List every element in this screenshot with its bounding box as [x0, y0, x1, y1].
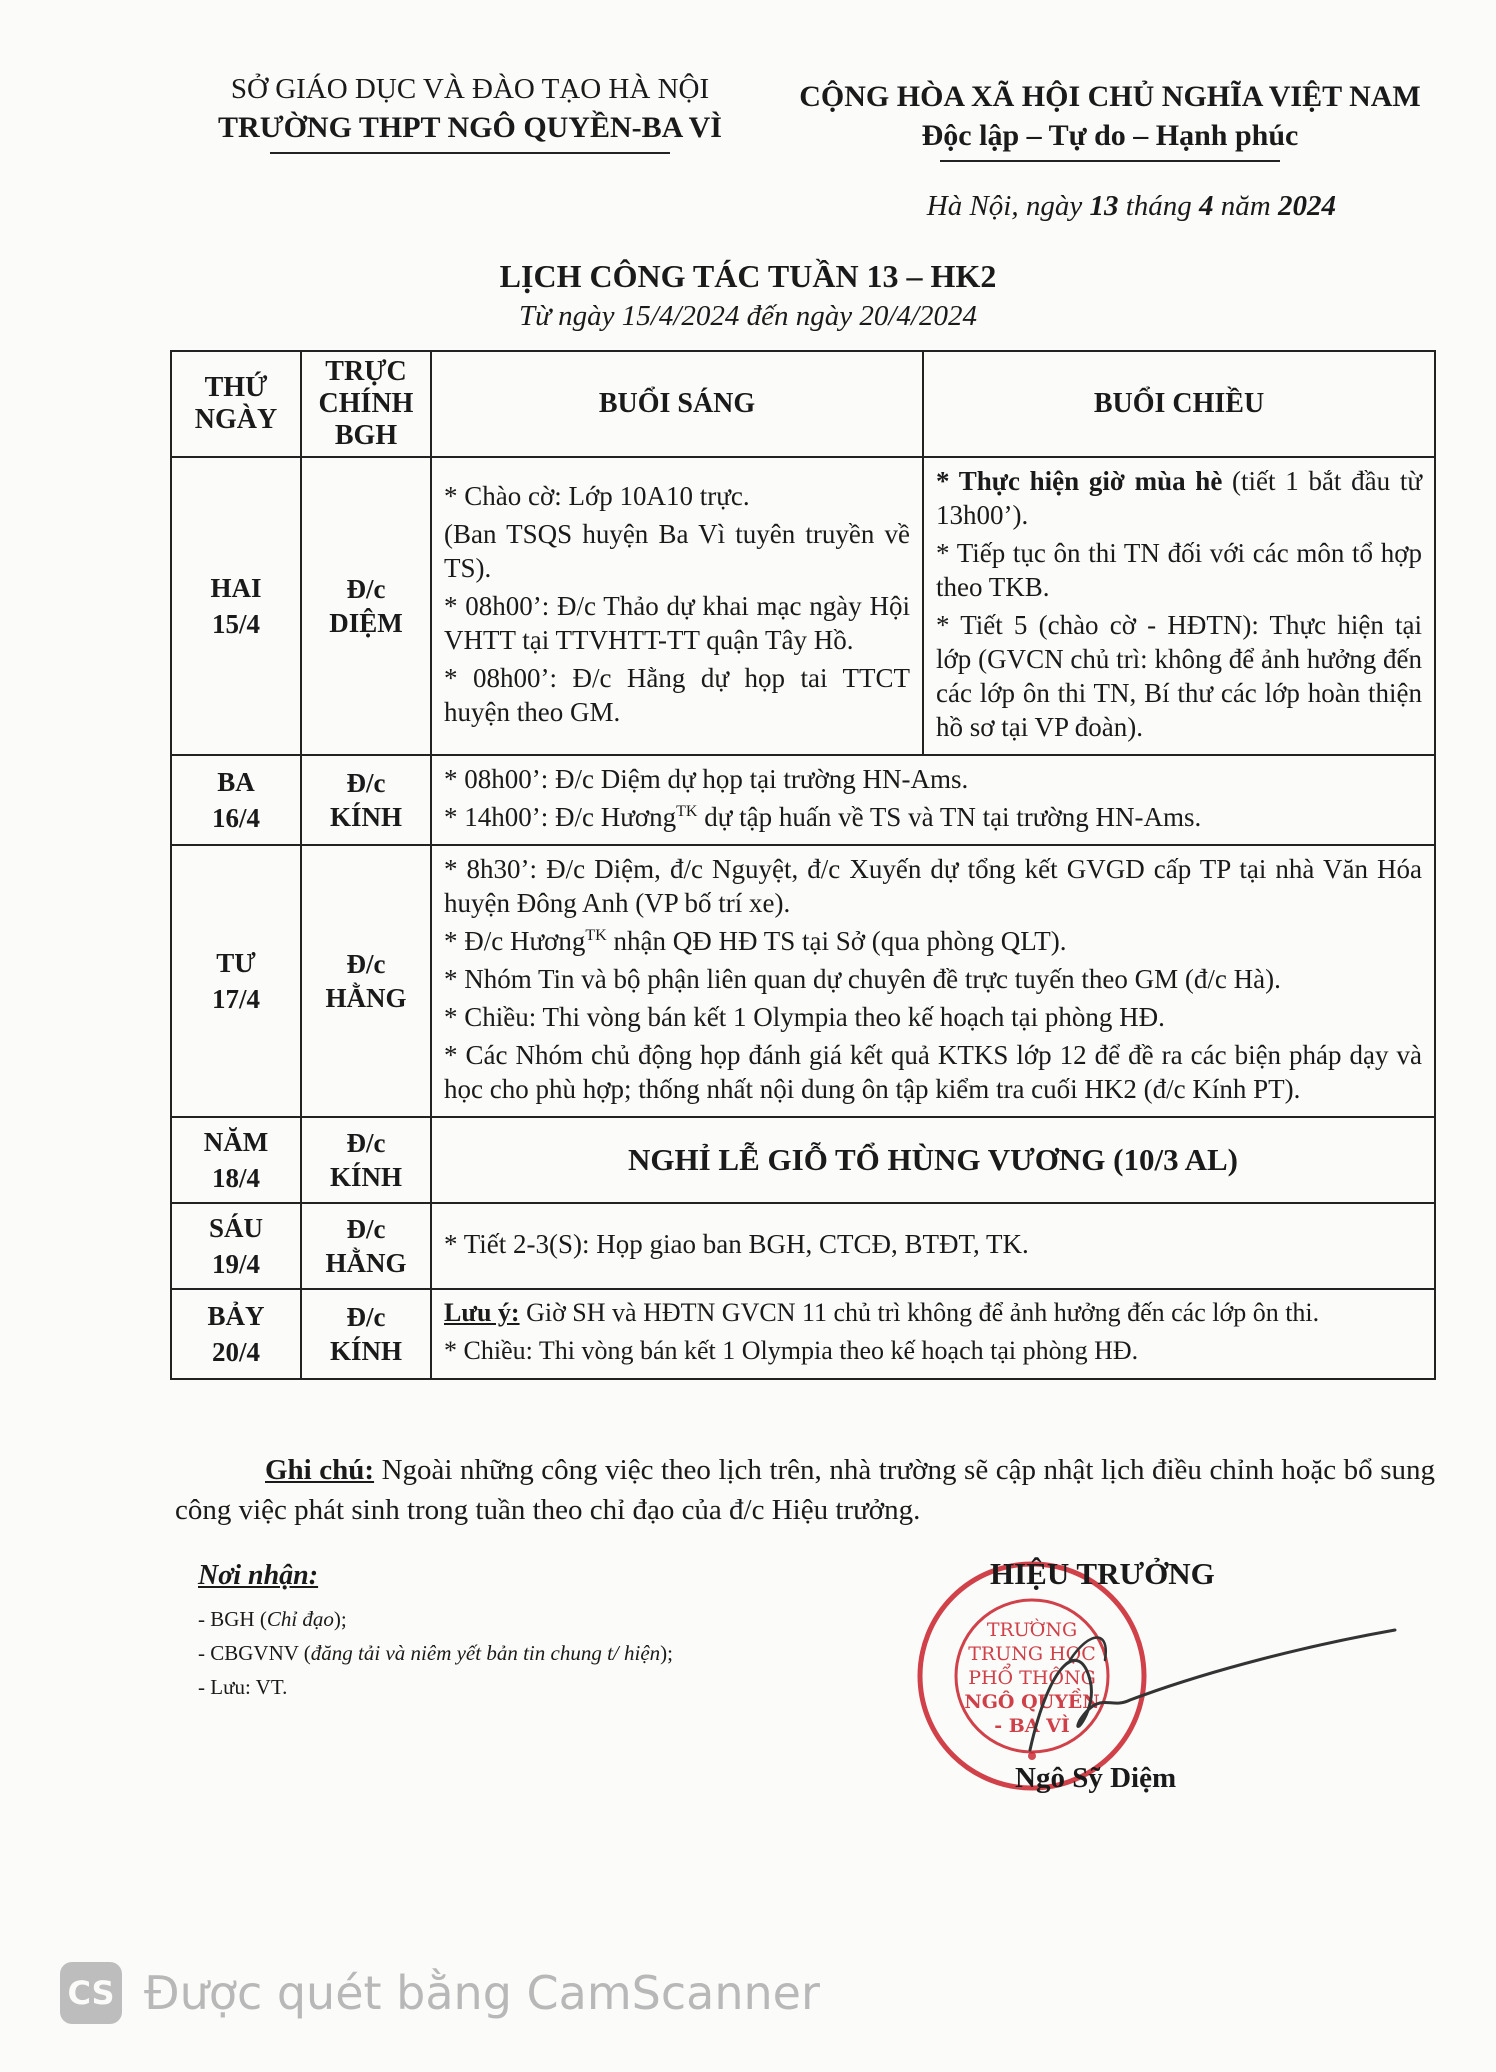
camscanner-text: Được quét bằng CamScanner [144, 1966, 820, 2020]
schedule-item: * Các Nhóm chủ động họp đánh giá kết quả KTKS lớp 12 để đề ra các biện pháp dạy và học cho phù hợp; thống nhất nội dung ôn tập kiểm tra cuối HK2 (đ/c Kính PT). [444, 1040, 1422, 1104]
header-left-rule [270, 152, 670, 154]
schedule-item: * Chiều: Thi vòng bán kết 1 Olympia theo kế hoạch tại phòng HĐ. [444, 1336, 1139, 1365]
holiday-cell: NGHỈ LỄ GIỖ TỔ HÙNG VƯƠNG (10/3 AL) [431, 1117, 1435, 1203]
school-name: TRƯỜNG THPT NGÔ QUYỀN-BA VÌ [218, 111, 722, 144]
table-row [171, 457, 1435, 755]
superscript: TK [676, 803, 698, 820]
morning-item: * Chào cờ: Lớp 10A10 trực. [444, 481, 750, 511]
header-day [171, 351, 301, 457]
table-row [171, 845, 1435, 1117]
duty-prefix: Đ/c [346, 1214, 386, 1244]
duty-name: HẰNG [325, 983, 407, 1013]
document-subtitle: Từ ngày 15/4/2024 đến ngày 20/4/2024 [518, 300, 978, 332]
date-month-word: tháng [1118, 190, 1200, 222]
morning-item: * 08h00’: Đ/c Thảo dự khai mạc ngày Hội VHTT tại TTVHTT-TT quận Tây Hồ. [444, 591, 910, 655]
duty-name: KÍNH [329, 802, 402, 832]
merged-cell [431, 1289, 1435, 1379]
header-duty-line2: CHÍNH [318, 388, 414, 419]
afternoon-item: * Tiết 5 (chào cờ - HĐTN): Thực hiện tại lớp (GVCN chủ trì: không để ảnh hưởng đến các lớp ôn thi TN, Bí thư các lớp hoàn thiện hồ sơ tại VP đoàn). [936, 610, 1422, 742]
afternoon-item: * Tiếp tục ôn thi TN đối với các môn tổ hợp theo TKB. [936, 538, 1422, 602]
recipient-text: Chỉ đạo [266, 1607, 334, 1631]
header-duty-line3: BGH [334, 420, 398, 451]
note-label: Lưu ý: [444, 1298, 520, 1327]
recipients-title: Nơi nhận: [198, 1560, 319, 1591]
schedule-item: * Nhóm Tin và bộ phận liên quan dự chuyên đề trực tuyến theo GM (đ/c Hà). [444, 964, 1281, 994]
table-row [171, 1289, 1435, 1379]
date-year-word: năm [1213, 190, 1278, 222]
merged-cell [431, 1203, 1435, 1289]
duty-cell [301, 457, 431, 755]
stamp-line1: TRƯỜNG [986, 1619, 1078, 1641]
recipient-item [198, 1636, 798, 1670]
day-cell [171, 1203, 301, 1289]
date-month: 4 [1199, 190, 1214, 222]
schedule-item: * 08h00’: Đ/c Diệm dự họp tại trường HN-Ams. [444, 764, 969, 794]
schedule-item: * Chiều: Thi vòng bán kết 1 Olympia theo kế hoạch tại phòng HĐ. [444, 1002, 1165, 1032]
afternoon-item [936, 464, 1422, 532]
morning-item: (Ban TSQS huyện Ba Vì tuyên truyền về TS). [444, 519, 910, 583]
duty-cell [301, 845, 431, 1117]
header-day-line1: THỨ [204, 372, 268, 403]
day-name: TƯ [216, 948, 256, 978]
day-date: 17/4 [211, 984, 260, 1014]
day-cell [171, 755, 301, 845]
day-date: 20/4 [211, 1337, 260, 1367]
note-body: Ngoài những công việc theo lịch trên, nhà trường sẽ cập nhật lịch điều chỉnh hoặc bổ sung công việc phát sinh trong tuần theo chỉ đạo của đ/c Hiệu trưởng. [175, 1454, 1435, 1526]
duty-name: KÍNH [329, 1162, 402, 1192]
table-header-row [171, 351, 1435, 457]
day-name: HAI [210, 573, 262, 603]
item-text: * 14h00’: Đ/c Hương [444, 802, 677, 832]
stamp-line2: TRUNG HỌC [968, 1643, 1096, 1665]
day-name: SÁU [208, 1213, 263, 1243]
handwritten-signature [1010, 1600, 1410, 1780]
stamp-line5: - BA VÌ [994, 1715, 1070, 1737]
duty-name: KÍNH [329, 1336, 402, 1366]
day-date: 19/4 [211, 1249, 260, 1279]
note-text: Giờ SH và HĐTN GVCN 11 chủ trì không để ảnh hưởng đến các lớp ôn thi. [519, 1298, 1320, 1327]
header-duty [301, 351, 431, 457]
schedule-item: * 8h30’: Đ/c Diệm, đ/c Nguyệt, đ/c Xuyến dự tổng kết GVGD cấp TP tại nhà Văn Hóa huyện Đông Anh (VP bố trí xe). [444, 854, 1422, 918]
duty-name: DIỆM [329, 608, 403, 638]
header-afternoon: BUỔI CHIỀU [923, 351, 1435, 457]
header-left [150, 70, 790, 154]
day-date: 15/4 [211, 609, 260, 639]
duty-prefix: Đ/c [346, 574, 386, 604]
schedule-item [444, 924, 1422, 958]
item-text: dự tập huấn về TS và TN tại trường HN-Ams. [697, 802, 1202, 832]
day-name: BA [217, 767, 255, 797]
duty-cell [301, 755, 431, 845]
afternoon-item-rest: (tiết 1 bắt đầu từ 13h00’). [936, 466, 1422, 530]
day-cell [171, 845, 301, 1117]
day-name: BẢY [207, 1301, 265, 1331]
date-day: 13 [1089, 190, 1119, 222]
issue-date [927, 190, 1336, 223]
day-date: 18/4 [211, 1163, 260, 1193]
document-title: LỊCH CÔNG TÁC TUẦN 13 – HK2 [499, 258, 997, 294]
day-cell [171, 457, 301, 755]
table-row [171, 1203, 1435, 1289]
recipient-text: - BGH ( [198, 1607, 267, 1631]
motto: Độc lập – Tự do – Hạnh phúc [921, 119, 1299, 152]
recipient-text: - CBGVNV ( [198, 1641, 311, 1665]
camscanner-watermark [60, 1958, 820, 2028]
day-cell [171, 1289, 301, 1379]
duty-name: HẰNG [325, 1248, 407, 1278]
recipient-text: ); [333, 1607, 347, 1631]
republic-name: CỘNG HÒA XÃ HỘI CHỦ NGHĨA VIỆT NAM [799, 80, 1421, 113]
recipient-text: đăng tải và niêm yết bản tin chung t/ hiện [310, 1641, 661, 1665]
morning-cell [431, 457, 923, 755]
duty-cell [301, 1289, 431, 1379]
day-date: 16/4 [211, 803, 260, 833]
recipient-item [198, 1602, 798, 1636]
department-name: SỞ GIÁO DỤC VÀ ĐÀO TẠO HÀ NỘI [230, 73, 710, 105]
recipient-text: ); [660, 1641, 673, 1665]
morning-item: * 08h00’: Đ/c Hằng dự họp tai TTCT huyện theo GM. [444, 663, 910, 727]
stamp-line3: PHỔ THÔNG [968, 1667, 1096, 1689]
camscanner-logo-icon: CS [60, 1962, 122, 2024]
schedule-table [170, 350, 1436, 1380]
day-cell [171, 1117, 301, 1203]
date-year: 2024 [1278, 190, 1336, 222]
header-morning: BUỔI SÁNG [431, 351, 923, 457]
merged-cell [431, 845, 1435, 1117]
table-row [171, 1117, 1435, 1203]
general-note [175, 1450, 1435, 1530]
date-prefix: Hà Nội, ngày [926, 190, 1090, 222]
item-text: * Đ/c Hương [444, 926, 586, 956]
signature-title: HIỆU TRƯỞNG [990, 1556, 1215, 1591]
duty-cell [301, 1203, 431, 1289]
stamp-line4: NGÔ QUYỀN [964, 1691, 1100, 1713]
header-duty-line1: TRỰC [325, 356, 407, 387]
duty-prefix: Đ/c [346, 1302, 386, 1332]
schedule-item: * Tiết 2-3(S): Họp giao ban BGH, CTCĐ, BTĐT, TK. [444, 1229, 1029, 1259]
header-day-line2: NGÀY [194, 404, 278, 435]
afternoon-item-bold: * Thực hiện giờ mùa hè [936, 466, 1223, 496]
duty-cell [301, 1117, 431, 1203]
schedule-item [444, 1296, 1422, 1330]
merged-cell [431, 755, 1435, 845]
superscript: TK [585, 927, 607, 944]
header-right-rule [940, 160, 1280, 162]
schedule-item [444, 800, 1422, 834]
signer-name: Ngô Sỹ Diệm [1015, 1762, 1177, 1794]
duty-prefix: Đ/c [346, 1128, 386, 1158]
afternoon-cell [923, 457, 1435, 755]
recipient-item: - Lưu: VT. [198, 1675, 288, 1699]
recipients-block [198, 1560, 798, 1704]
header-right [780, 78, 1440, 162]
duty-prefix: Đ/c [346, 949, 386, 979]
table-row [171, 755, 1435, 845]
day-name: NĂM [203, 1127, 269, 1157]
duty-prefix: Đ/c [346, 768, 386, 798]
note-label: Ghi chú: [265, 1454, 375, 1486]
item-text: nhận QĐ HĐ TS tại Sở (qua phòng QLT). [606, 926, 1067, 956]
